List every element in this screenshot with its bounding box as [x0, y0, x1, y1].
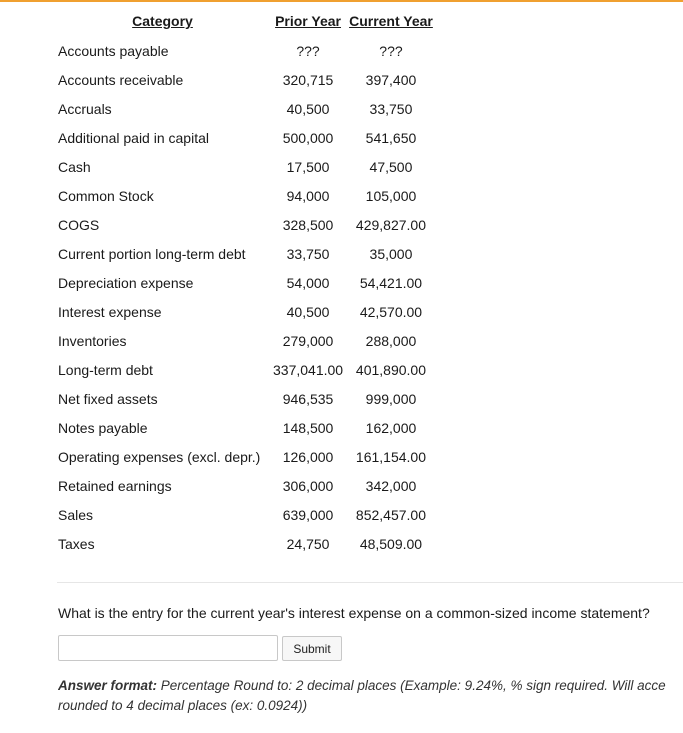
row-current-year-value: 397,400: [365, 71, 417, 88]
section-divider: [57, 582, 683, 583]
table-row: [55, 297, 436, 326]
row-current-year-value: 48,509.00: [359, 535, 423, 552]
row-current-year-value: 429,827.00: [355, 216, 426, 233]
row-label: Additional paid in capital: [58, 129, 209, 146]
row-prior-year-value: ???: [296, 42, 320, 59]
row-current-year-value: 852,457.00: [355, 506, 426, 523]
row-label: Depreciation expense: [58, 274, 194, 291]
row-prior-year-value: 320,715: [282, 71, 334, 88]
row-label: Operating expenses (excl. depr.): [58, 448, 261, 465]
table-row: [55, 355, 436, 384]
answer-input[interactable]: [58, 635, 278, 661]
row-prior-year-value: 639,000: [282, 506, 334, 523]
row-current-year-value: 162,000: [365, 419, 417, 436]
table-row: [55, 384, 436, 413]
header-category: Category: [132, 13, 193, 29]
row-prior-year-value: 306,000: [282, 477, 334, 494]
table-row: [55, 442, 436, 471]
table-row: [55, 326, 436, 355]
row-current-year-value: 401,890.00: [355, 361, 426, 378]
row-label: Retained earnings: [58, 477, 172, 494]
table-row: [55, 65, 436, 94]
row-prior-year-value: 279,000: [282, 332, 334, 349]
financial-data-table: [55, 8, 436, 558]
row-current-year-value: 35,000: [369, 245, 413, 262]
answer-format-line-1-text: Percentage Round to: 2 decimal places (Example: 9.24%, % sign required. Will acce: [157, 678, 666, 693]
table-row: [55, 500, 436, 529]
answer-format-note: [58, 676, 683, 716]
row-current-year-value: 105,000: [365, 187, 417, 204]
table-row: [55, 529, 436, 558]
row-current-year-value: 999,000: [365, 390, 417, 407]
row-prior-year-value: 337,041.00: [273, 361, 344, 378]
row-current-year-value: 33,750: [369, 100, 413, 117]
row-prior-year-value: 148,500: [282, 419, 334, 436]
row-label: Accruals: [58, 100, 112, 117]
row-label: Accounts payable: [58, 42, 169, 59]
answer-format-label: Answer format:: [58, 678, 158, 693]
header-current-year: Current Year: [349, 13, 433, 29]
submit-button[interactable]: Submit: [282, 636, 342, 661]
row-label: Interest expense: [58, 303, 162, 320]
table-row: [55, 152, 436, 181]
row-prior-year-value: 40,500: [286, 303, 330, 320]
table-row: [55, 181, 436, 210]
row-prior-year-value: 500,000: [282, 129, 334, 146]
row-prior-year-value: 54,000: [286, 274, 330, 291]
top-border: [0, 0, 683, 2]
row-current-year-value: 541,650: [365, 129, 417, 146]
answer-format-line-2: rounded to 4 decimal places (ex: 0.0924)): [58, 698, 308, 713]
table-row: [55, 36, 436, 65]
header-prior-year: Prior Year: [275, 13, 341, 29]
table-row: [55, 210, 436, 239]
row-label: Taxes: [58, 535, 95, 552]
table-row: [55, 239, 436, 268]
row-label: Long-term debt: [58, 361, 153, 378]
row-label: COGS: [58, 216, 100, 233]
table-row: [55, 94, 436, 123]
row-prior-year-value: 24,750: [286, 535, 330, 552]
question-text: What is the entry for the current year's interest expense on a common-sized income statement?: [58, 605, 650, 621]
row-current-year-value: 54,421.00: [359, 274, 423, 291]
table-row: [55, 471, 436, 500]
row-label: Inventories: [58, 332, 127, 349]
row-prior-year-value: 328,500: [282, 216, 334, 233]
row-label: Sales: [58, 506, 94, 523]
row-prior-year-value: 40,500: [286, 100, 330, 117]
row-label: Common Stock: [58, 187, 154, 204]
table-header-row: [55, 8, 436, 36]
row-current-year-value: 47,500: [369, 158, 413, 175]
row-current-year-value: ???: [379, 42, 403, 59]
row-label: Accounts receivable: [58, 71, 184, 88]
row-prior-year-value: 94,000: [286, 187, 330, 204]
row-current-year-value: 161,154.00: [355, 448, 426, 465]
row-label: Cash: [58, 158, 91, 175]
row-prior-year-value: 17,500: [286, 158, 330, 175]
table-row: [55, 413, 436, 442]
row-prior-year-value: 33,750: [286, 245, 330, 262]
row-label: Net fixed assets: [58, 390, 158, 407]
row-label: Notes payable: [58, 419, 148, 436]
row-prior-year-value: 946,535: [282, 390, 334, 407]
row-prior-year-value: 126,000: [282, 448, 334, 465]
row-current-year-value: 342,000: [365, 477, 417, 494]
row-current-year-value: 42,570.00: [359, 303, 423, 320]
table-row: [55, 123, 436, 152]
table-row: [55, 268, 436, 297]
row-current-year-value: 288,000: [365, 332, 417, 349]
answer-format-line-1: [58, 676, 683, 696]
row-label: Current portion long-term debt: [58, 245, 246, 262]
